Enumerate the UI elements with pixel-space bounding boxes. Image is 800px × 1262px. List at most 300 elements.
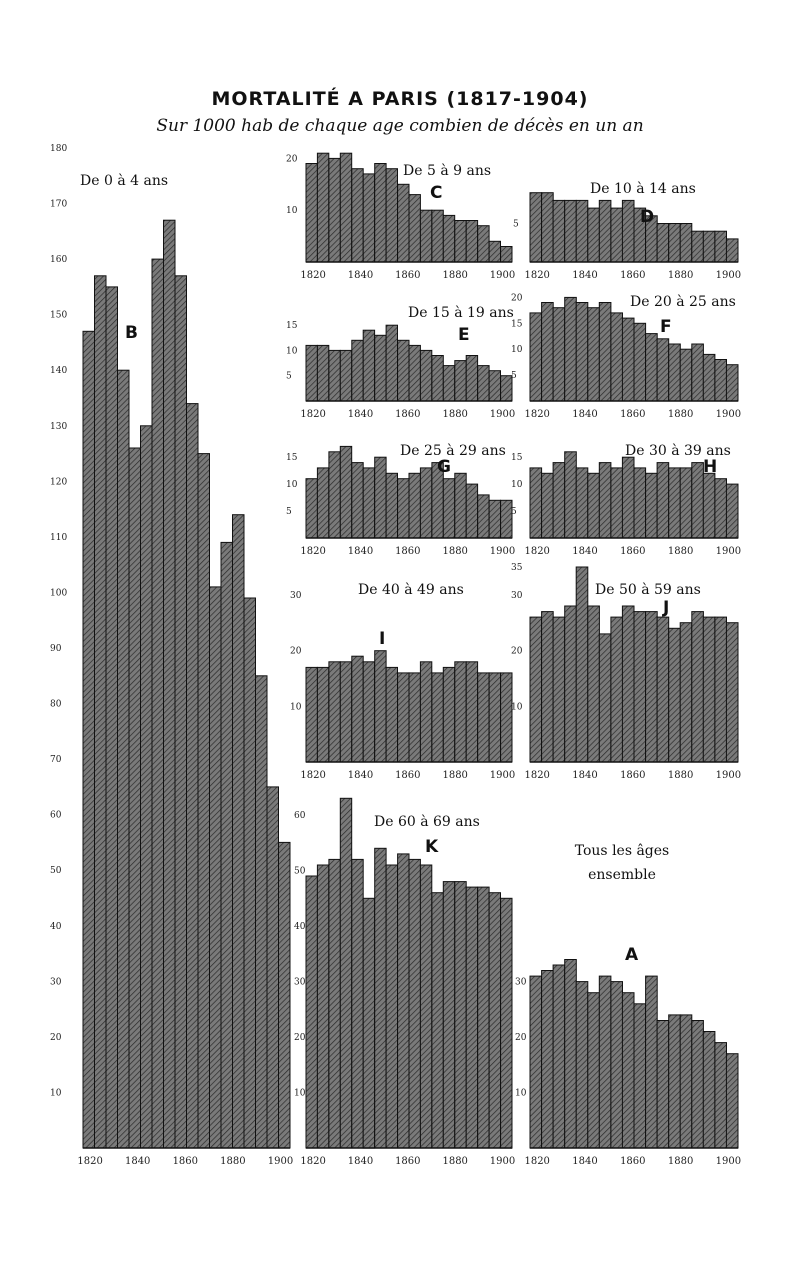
bar-D-3 [565,200,577,262]
panel-title-H: De 30 à 39 ans [625,443,731,459]
bar-H-10 [646,473,658,538]
ytick-J-2: 30 [511,590,523,601]
bar-A-9 [634,1004,646,1148]
panel-title-F: De 20 à 25 ans [630,294,736,310]
xtick-F-2: 1860 [620,409,646,420]
bar-D-14 [692,231,704,262]
xtick-F-0: 1820 [524,409,550,420]
ytick-B-10: 110 [50,532,68,543]
bar-C-1 [317,153,328,262]
bar-C-0 [306,164,317,263]
ytick-F-1: 10 [511,345,523,356]
bar-D-17 [726,239,738,262]
bar-K-0 [306,876,317,1148]
bar-E-9 [409,345,420,401]
panel-title-K: De 60 à 69 ans [374,814,480,830]
bar-E-5 [363,330,374,401]
panel-letter-E: E [458,325,470,345]
ytick-F-0: 5 [511,371,517,382]
xtick-A-1: 1840 [572,1156,598,1167]
bar-F-12 [669,344,681,401]
xtick-D-3: 1880 [667,270,694,281]
bar-E-12 [443,366,454,401]
bar-C-9 [409,195,420,262]
bar-I-15 [478,673,489,762]
bar-B-11 [210,587,222,1148]
ytick-H-0: 5 [511,507,517,518]
bar-E-8 [398,340,409,401]
bar-G-16 [489,500,500,538]
bar-F-9 [634,323,646,401]
panel-letter-D: D [640,207,655,227]
bar-C-2 [329,158,340,262]
bar-J-5 [588,606,600,762]
bar-I-0 [306,667,317,762]
bar-A-15 [703,1032,715,1149]
bar-K-3 [340,798,351,1148]
bar-J-4 [576,567,588,762]
panel-G [286,442,515,557]
bar-I-16 [489,673,500,762]
ytick-D-0: 5 [513,219,519,230]
bar-D-6 [599,200,611,262]
xtick-J-1: 1840 [572,770,598,781]
bar-I-17 [501,673,512,762]
bar-J-12 [669,628,681,762]
bar-E-10 [420,350,431,401]
page-title: MORTALITÉ A PARIS (1817-1904) [211,88,589,110]
xtick-K-1: 1840 [347,1156,374,1167]
bar-K-13 [455,882,466,1148]
panel-letter-C: C [430,183,443,203]
xtick-D-2: 1860 [620,270,646,281]
bar-A-10 [646,976,658,1148]
bar-E-14 [466,356,477,402]
bar-D-12 [669,224,681,263]
xtick-A-0: 1820 [524,1156,550,1167]
bar-I-1 [317,667,328,762]
bar-E-7 [386,325,397,401]
xtick-G-1: 1840 [347,546,374,557]
ytick-B-0: 10 [50,1088,62,1099]
bar-A-11 [657,1021,669,1149]
bar-F-8 [622,318,634,401]
bar-C-8 [398,184,409,262]
ytick-E-0: 5 [286,371,292,382]
xtick-H-0: 1820 [524,546,550,557]
panel-C [286,153,515,281]
bar-J-11 [657,617,669,762]
bar-K-10 [420,865,431,1148]
ytick-G-0: 5 [286,507,292,518]
ytick-J-3: 35 [511,563,523,573]
bar-C-15 [478,226,489,262]
xtick-C-4: 1900 [489,270,516,281]
bar-D-5 [588,208,600,262]
bar-E-16 [489,371,500,401]
xtick-K-0: 1820 [300,1156,326,1167]
xtick-H-4: 1900 [715,546,742,557]
bar-G-8 [398,479,409,538]
ytick-A-0: 10 [515,1088,527,1099]
bar-F-2 [553,308,565,401]
bar-H-11 [657,463,669,538]
bar-A-7 [611,982,623,1148]
xtick-E-3: 1880 [442,409,468,420]
bar-K-8 [398,854,409,1148]
panel-title-A: Tous les âges [574,843,670,859]
bar-F-10 [646,334,658,401]
bar-C-10 [420,210,431,262]
bar-I-11 [432,673,443,762]
ytick-K-0: 10 [294,1088,306,1099]
bar-C-17 [501,247,512,263]
xtick-F-1: 1840 [572,409,598,420]
bar-G-6 [375,457,386,538]
ytick-I-1: 20 [290,646,302,657]
panel-letter-F: F [660,317,672,337]
ytick-B-15: 160 [50,255,68,266]
bar-I-13 [455,662,466,762]
panel-letter-G: G [437,457,451,477]
bar-F-11 [657,339,669,401]
panel-title-B: De 0 à 4 ans [80,173,169,189]
bar-F-17 [726,365,738,401]
bar-A-0 [530,976,542,1148]
bar-K-17 [501,898,512,1148]
bar-K-16 [489,893,500,1148]
xtick-G-2: 1860 [395,546,421,557]
panel-title-A-line2: ensemble [588,867,656,883]
bar-I-10 [420,662,431,762]
xtick-C-2: 1860 [395,270,421,281]
ytick-B-13: 140 [50,366,68,377]
bar-E-11 [432,356,443,402]
panel-E [286,304,515,420]
ytick-K-1: 20 [294,1033,306,1043]
bar-J-15 [703,617,715,762]
bar-I-14 [466,662,477,762]
xtick-I-1: 1840 [347,770,374,781]
ytick-B-11: 120 [50,477,68,488]
bar-D-0 [530,193,542,262]
ytick-B-1: 20 [50,1032,62,1043]
bar-E-13 [455,361,466,401]
xtick-H-1: 1840 [572,546,598,557]
bar-F-6 [599,303,611,402]
bar-I-9 [409,673,420,762]
bar-H-0 [530,468,542,538]
bar-H-4 [576,468,588,538]
bar-G-15 [478,495,489,538]
bar-I-6 [375,651,386,762]
xtick-A-4: 1900 [715,1156,742,1167]
ytick-F-3: 20 [511,293,523,304]
bar-G-1 [317,468,328,538]
bar-B-5 [141,426,153,1148]
xtick-C-3: 1880 [442,270,468,281]
xtick-H-2: 1860 [620,546,646,557]
bar-J-9 [634,612,646,762]
bar-F-3 [565,297,577,401]
bar-E-3 [340,350,351,401]
bar-I-5 [363,662,374,762]
ytick-I-0: 10 [290,702,302,713]
bar-I-3 [340,662,351,762]
bar-J-13 [680,623,692,762]
ytick-B-16: 170 [50,199,68,210]
xtick-I-3: 1880 [442,770,468,781]
bar-C-4 [352,169,363,262]
bar-J-7 [611,617,623,762]
bar-D-2 [553,200,565,262]
bar-F-4 [576,303,588,402]
ytick-B-5: 60 [50,810,62,821]
panel-J [511,563,741,781]
bar-I-8 [398,673,409,762]
bar-E-0 [306,345,317,401]
xtick-B-3: 1880 [220,1156,246,1167]
bar-H-17 [726,484,738,538]
bar-K-1 [317,865,328,1148]
bar-K-5 [363,898,374,1148]
xtick-F-3: 1880 [667,409,694,420]
ytick-H-2: 15 [511,453,523,464]
bar-D-11 [657,224,669,263]
panel-F [511,293,741,420]
xtick-C-0: 1820 [300,270,326,281]
bar-B-12 [221,542,233,1148]
bar-B-4 [129,448,141,1148]
bar-H-16 [715,479,727,538]
bar-I-7 [386,667,397,762]
panel-letter-H: H [703,457,718,477]
ytick-B-3: 40 [50,921,62,932]
bar-G-5 [363,468,374,538]
bar-H-3 [565,452,577,538]
bar-C-16 [489,241,500,262]
bar-C-11 [432,210,443,262]
bar-G-13 [455,473,466,538]
bar-C-5 [363,174,374,262]
bar-A-13 [680,1015,692,1148]
ytick-B-14: 150 [50,310,68,321]
bar-D-15 [703,231,715,262]
ytick-K-5: 60 [294,811,306,821]
xtick-B-2: 1860 [172,1156,199,1167]
bar-A-6 [599,976,611,1148]
ytick-F-2: 15 [511,319,523,330]
bar-G-9 [409,473,420,538]
bar-H-8 [622,457,634,538]
bar-J-1 [542,612,554,762]
bar-A-8 [622,993,634,1148]
xtick-K-3: 1880 [442,1156,468,1167]
bar-E-2 [329,350,340,401]
bar-H-2 [553,463,565,538]
xtick-E-0: 1820 [300,409,326,420]
bar-G-10 [420,468,431,538]
bar-G-3 [340,446,351,538]
bar-C-3 [340,153,351,262]
bar-J-17 [726,623,738,762]
xtick-E-4: 1900 [489,409,516,420]
ytick-K-2: 30 [294,977,306,988]
bar-A-1 [542,971,554,1149]
bar-B-6 [152,259,164,1148]
bar-H-13 [680,468,692,538]
bar-F-13 [680,349,692,401]
bar-J-8 [622,606,634,762]
bar-C-14 [466,221,477,263]
ytick-B-2: 30 [50,977,62,988]
ytick-A-2: 30 [515,977,527,988]
bar-E-1 [317,345,328,401]
xtick-I-4: 1900 [489,770,516,781]
bar-K-9 [409,859,420,1148]
xtick-G-3: 1880 [442,546,468,557]
bar-A-4 [576,982,588,1148]
ytick-G-2: 15 [286,453,298,464]
ytick-H-1: 10 [511,480,523,491]
panel-title-G: De 25 à 29 ans [400,443,506,459]
bar-C-7 [386,169,397,262]
bar-J-10 [646,612,658,762]
xtick-J-0: 1820 [524,770,550,781]
bar-A-5 [588,993,600,1148]
bar-K-4 [352,859,363,1148]
bar-K-7 [386,865,397,1148]
bar-D-16 [715,231,727,262]
bar-B-17 [279,842,291,1148]
bar-K-11 [432,893,443,1148]
bar-F-15 [703,354,715,401]
ytick-E-2: 15 [286,321,298,332]
ytick-B-9: 100 [50,588,68,599]
xtick-I-0: 1820 [300,770,326,781]
bar-A-14 [692,1021,704,1149]
ytick-J-1: 20 [511,646,523,657]
bar-C-12 [443,215,454,262]
bar-G-12 [443,479,454,538]
xtick-B-4: 1900 [267,1156,294,1167]
bar-J-16 [715,617,727,762]
panel-letter-A: A [625,945,639,965]
xtick-J-2: 1860 [620,770,646,781]
panel-letter-B: B [125,323,138,343]
bar-I-2 [329,662,340,762]
panel-letter-K: K [425,837,439,857]
bar-A-16 [715,1043,727,1148]
bar-J-3 [565,606,577,762]
ytick-B-4: 50 [50,866,62,877]
ytick-K-3: 40 [294,922,306,932]
bar-D-4 [576,200,588,262]
bar-B-16 [267,787,279,1148]
bar-G-0 [306,479,317,538]
bar-I-12 [443,667,454,762]
bar-B-8 [175,276,187,1148]
xtick-A-2: 1860 [620,1156,646,1167]
panel-title-D: De 10 à 14 ans [590,181,696,197]
ytick-C-1: 20 [286,154,298,165]
bar-F-16 [715,360,727,402]
bar-J-14 [692,612,704,762]
bar-F-1 [542,303,554,402]
ytick-K-4: 50 [294,866,306,877]
ytick-G-1: 10 [286,480,298,491]
bar-I-4 [352,656,363,762]
bar-C-6 [375,164,386,263]
xtick-E-1: 1840 [347,409,374,420]
bar-H-6 [599,463,611,538]
bar-B-7 [164,220,176,1148]
bar-G-17 [501,500,512,538]
bar-G-2 [329,452,340,538]
ytick-B-17: 180 [50,144,68,154]
page-subtitle: Sur 1000 hab de chaque age combien de décès en un an [156,116,644,136]
xtick-G-0: 1820 [300,546,326,557]
bar-B-13 [233,515,245,1148]
bar-K-15 [478,887,489,1148]
bar-C-13 [455,221,466,263]
bar-K-14 [466,887,477,1148]
bar-H-9 [634,468,646,538]
panel-letter-I: I [379,629,386,649]
xtick-E-2: 1860 [395,409,421,420]
bar-H-14 [692,463,704,538]
xtick-I-2: 1860 [395,770,421,781]
ytick-B-12: 130 [50,421,68,432]
bar-H-12 [669,468,681,538]
bar-B-1 [95,276,107,1148]
xtick-G-4: 1900 [489,546,516,557]
panel-D [513,180,741,281]
bar-D-8 [622,200,634,262]
xtick-K-2: 1860 [395,1156,421,1167]
panel-title-C: De 5 à 9 ans [403,163,492,179]
ytick-I-2: 30 [290,591,302,601]
bar-G-7 [386,473,397,538]
ytick-A-1: 20 [515,1033,527,1044]
bar-E-15 [478,366,489,401]
panel-title-J: De 50 à 59 ans [595,582,701,598]
xtick-A-3: 1880 [667,1156,694,1167]
bar-E-6 [375,335,386,401]
panel-title-E: De 15 à 19 ans [408,305,514,321]
bar-J-6 [599,634,611,762]
bar-K-12 [443,882,454,1148]
xtick-C-1: 1840 [347,270,374,281]
bar-B-0 [83,331,95,1148]
xtick-B-1: 1840 [124,1156,151,1167]
bar-G-4 [352,463,363,538]
xtick-K-4: 1900 [489,1156,516,1167]
bar-H-7 [611,468,623,538]
bar-B-2 [106,287,118,1148]
bar-A-17 [726,1054,738,1148]
bar-E-4 [352,340,363,401]
bar-D-7 [611,208,623,262]
panel-letter-J: J [663,598,670,618]
panel-K [294,798,515,1167]
bar-A-2 [553,965,565,1148]
bar-B-10 [198,454,210,1148]
bar-F-14 [692,344,704,401]
bar-H-15 [703,473,715,538]
xtick-D-0: 1820 [524,270,550,281]
xtick-F-4: 1900 [715,409,742,420]
